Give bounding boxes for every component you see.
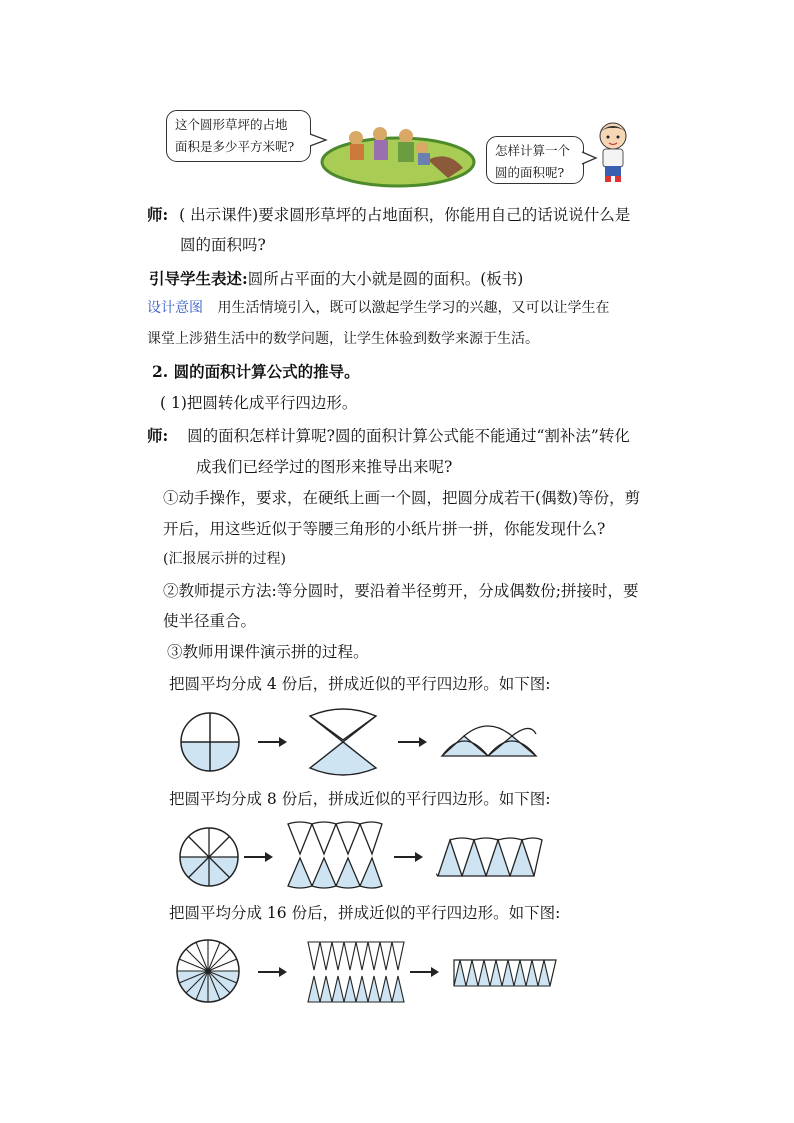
arrow-icon xyxy=(398,736,428,748)
arrow-icon xyxy=(258,966,288,978)
bubble-boy-line1: 怎样计算一个 xyxy=(495,143,571,158)
step-1-line-2: 开后，用这些近似于等腰三角形的小纸片拼一拼，你能发现什么? xyxy=(163,520,606,538)
step-2-line-1: ②教师提示方法:等分圆时，要沿着半径剪开，分成偶数份;拼接时，要 xyxy=(163,582,639,600)
caption-4-parts: 把圆平均分成 4 份后，拼成近似的平行四边形。如下图: xyxy=(169,675,551,693)
step-2-line-2: 使半径重合。 xyxy=(163,612,257,630)
speech-bubble-lawn xyxy=(166,110,311,162)
teacher-label-2: 师: xyxy=(147,426,169,445)
arrow-icon xyxy=(258,736,288,748)
lawn-illustration xyxy=(318,120,478,190)
bubble-lawn-line1: 这个圆形草坪的占地 xyxy=(175,117,288,132)
parallelogram-8-parts xyxy=(436,834,544,880)
arrow-icon xyxy=(410,966,440,978)
teacher-line-2-cont: 成我们已经学过的图形来推导出来呢? xyxy=(196,458,453,476)
step-1-line-1: ①动手操作，要求，在硬纸上画一个圆，把圆分成若干(偶数)等份，剪 xyxy=(163,489,641,507)
step-3-line: ③教师用课件演示拼的过程。 xyxy=(167,643,369,661)
report-note: (汇报展示拼的过程) xyxy=(163,551,286,567)
parallelogram-4-parts xyxy=(440,718,538,762)
guide-line xyxy=(149,271,523,288)
teacher-text: ( 出示课件)要求圆形草坪的占地面积，你能用自己的话说说什么是 xyxy=(179,206,631,224)
speech-bubble-boy xyxy=(486,136,584,184)
teacher-label: 师: xyxy=(147,205,169,224)
boy-cartoon xyxy=(596,122,630,184)
teacher-line-2 xyxy=(147,428,630,445)
design-line-1 xyxy=(147,301,609,315)
design-text-1: 用生活情境引入，既可以激起学生学习的兴趣，又可以让学生在 xyxy=(217,300,610,316)
caption-16-parts: 把圆平均分成 16 份后，拼成近似的平行四边形。如下图: xyxy=(169,904,561,922)
rearranged-8-parts xyxy=(286,820,382,890)
guide-text: 圆所占平面的大小就是圆的面积。(板书) xyxy=(247,270,524,288)
circle-4-parts xyxy=(178,714,242,772)
teacher-line-1 xyxy=(147,207,630,224)
teacher-line-1-cont: 圆的面积吗? xyxy=(180,236,266,254)
bubble-lawn-line2: 面积是多少平方米呢? xyxy=(175,139,295,154)
caption-8-parts: 把圆平均分成 8 份后，拼成近似的平行四边形。如下图: xyxy=(169,790,551,808)
parallelogram-16-parts xyxy=(452,956,562,990)
rearranged-4-parts xyxy=(302,714,384,772)
section-2-heading: 2. 圆的面积计算公式的推导。 xyxy=(152,362,360,381)
arrow-icon xyxy=(394,851,424,863)
sub-heading-1: ( 1)把圆转化成平行四边形。 xyxy=(160,394,358,412)
design-line-2: 课堂上涉猎生活中的数学问题，让学生体验到数学来源于生活。 xyxy=(147,331,539,347)
guide-label: 引导学生表述: xyxy=(149,269,248,288)
bubble-boy-line2: 圆的面积呢? xyxy=(495,165,565,180)
teacher-text-2: 圆的面积怎样计算呢?圆的面积计算公式能不能通过“割补法”转化 xyxy=(187,427,630,445)
design-label: 设计意图 xyxy=(147,300,203,316)
circle-16-parts xyxy=(175,938,241,1004)
rearranged-16-parts xyxy=(306,938,410,1006)
arrow-icon xyxy=(244,851,274,863)
circle-8-parts xyxy=(178,826,240,888)
